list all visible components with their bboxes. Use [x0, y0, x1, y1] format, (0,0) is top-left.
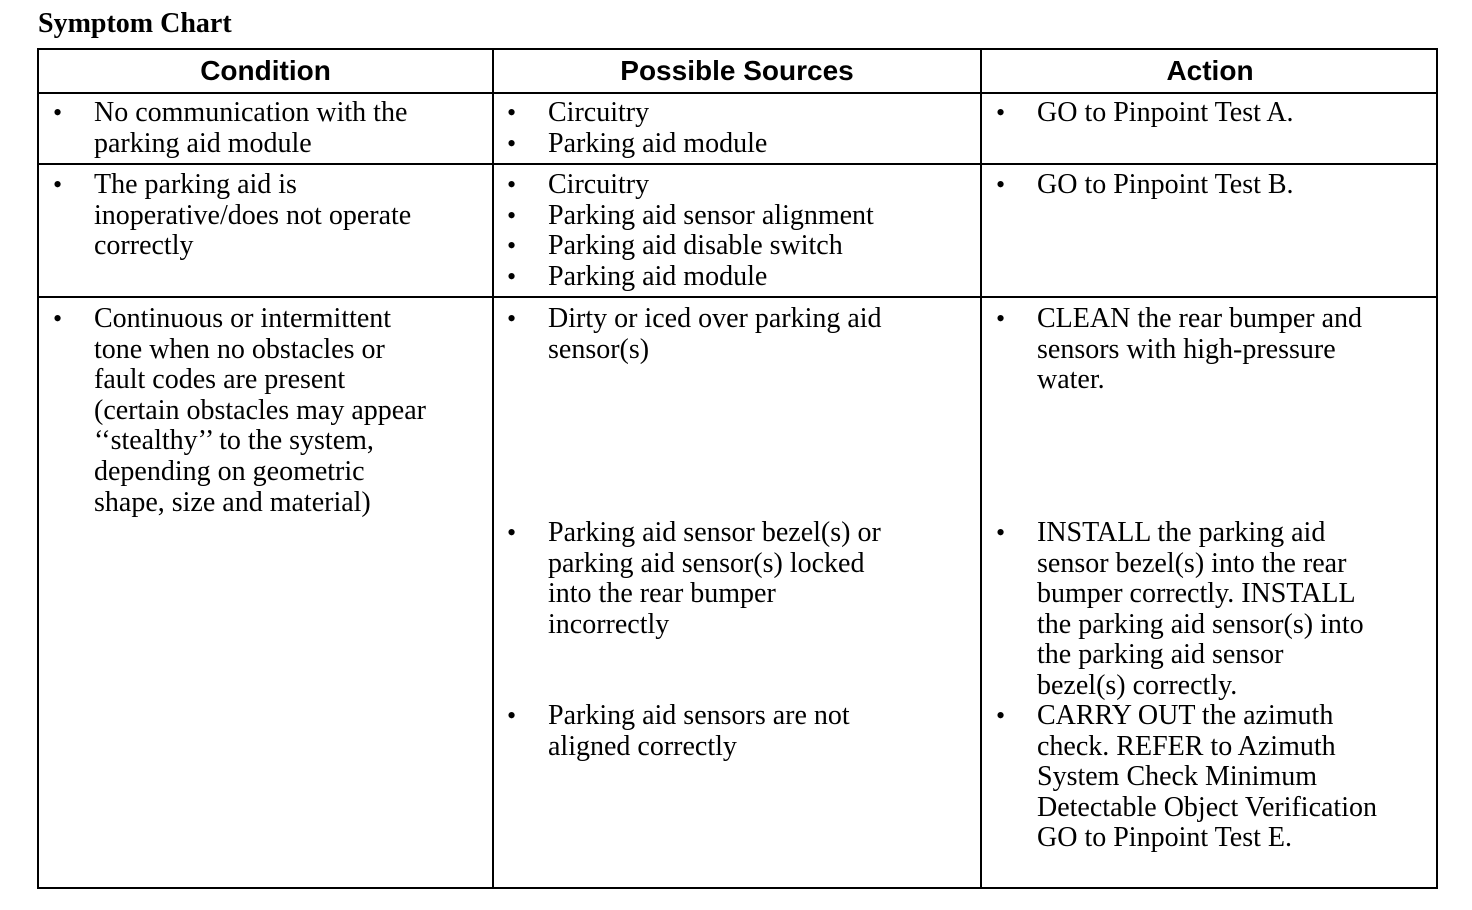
- bullet: •: [996, 701, 1006, 730]
- row3-action-3: CARRY OUT the azimuth check. REFER to Azimuth System Check Minimum Detectable Object Verification GO to Pinpoint Test E.: [1037, 700, 1377, 854]
- bullet: •: [996, 170, 1006, 199]
- row1-condition: No communication with the parking aid module: [94, 97, 408, 159]
- row2-source-4: Parking aid module: [548, 261, 768, 292]
- row2-source-1: Circuitry: [548, 169, 650, 200]
- bullet: •: [53, 170, 63, 199]
- bullet: •: [507, 170, 517, 199]
- header-action: Action: [1166, 55, 1254, 86]
- bullet: •: [507, 231, 517, 260]
- row3-condition: Continuous or intermittent tone when no obstacles or fault codes are present (certain obstacles may appear ‘‘stealthy’’ to the system, depending on geometric shape, size and material): [94, 303, 426, 518]
- row3-source-2: Parking aid sensor bezel(s) or parking aid sensor(s) locked into the rear bumper incorrectly: [548, 517, 881, 640]
- header-condition: Condition: [200, 55, 331, 86]
- row-divider: [39, 296, 1436, 298]
- bullet: •: [507, 98, 517, 127]
- bullet: •: [53, 98, 63, 127]
- row1-source-1: Circuitry: [548, 97, 650, 128]
- bullet: •: [507, 262, 517, 291]
- symptom-chart-table: [37, 48, 1438, 889]
- bullet: •: [996, 518, 1006, 547]
- bullet: •: [507, 129, 517, 158]
- bullet: •: [53, 304, 63, 333]
- row3-action-2: INSTALL the parking aid sensor bezel(s) into the rear bumper correctly. INSTALL the parking aid sensor(s) into the parking aid sensor bezel(s) correctly.: [1037, 517, 1364, 701]
- row-divider: [39, 163, 1436, 165]
- bullet: •: [507, 201, 517, 230]
- row1-source-2: Parking aid module: [548, 128, 768, 159]
- bullet: •: [996, 98, 1006, 127]
- row2-source-3: Parking aid disable switch: [548, 230, 843, 261]
- row3-action-1: CLEAN the rear bumper and sensors with high-pressure water.: [1037, 303, 1362, 396]
- bullet: •: [507, 304, 517, 333]
- bullet: •: [507, 518, 517, 547]
- chart-title: Symptom Chart: [38, 8, 232, 39]
- bullet: •: [996, 304, 1006, 333]
- row2-source-2: Parking aid sensor alignment: [548, 200, 874, 231]
- header-possible-sources: Possible Sources: [620, 55, 854, 86]
- row1-action-1: GO to Pinpoint Test A.: [1037, 97, 1294, 128]
- column-divider: [980, 50, 982, 887]
- row3-source-3: Parking aid sensors are not aligned correctly: [548, 700, 850, 762]
- column-divider: [492, 50, 494, 887]
- row3-source-1: Dirty or iced over parking aid sensor(s): [548, 303, 882, 365]
- row2-condition: The parking aid is inoperative/does not operate correctly: [94, 169, 412, 262]
- header-divider: [39, 92, 1436, 94]
- bullet: •: [507, 701, 517, 730]
- row2-action-1: GO to Pinpoint Test B.: [1037, 169, 1294, 200]
